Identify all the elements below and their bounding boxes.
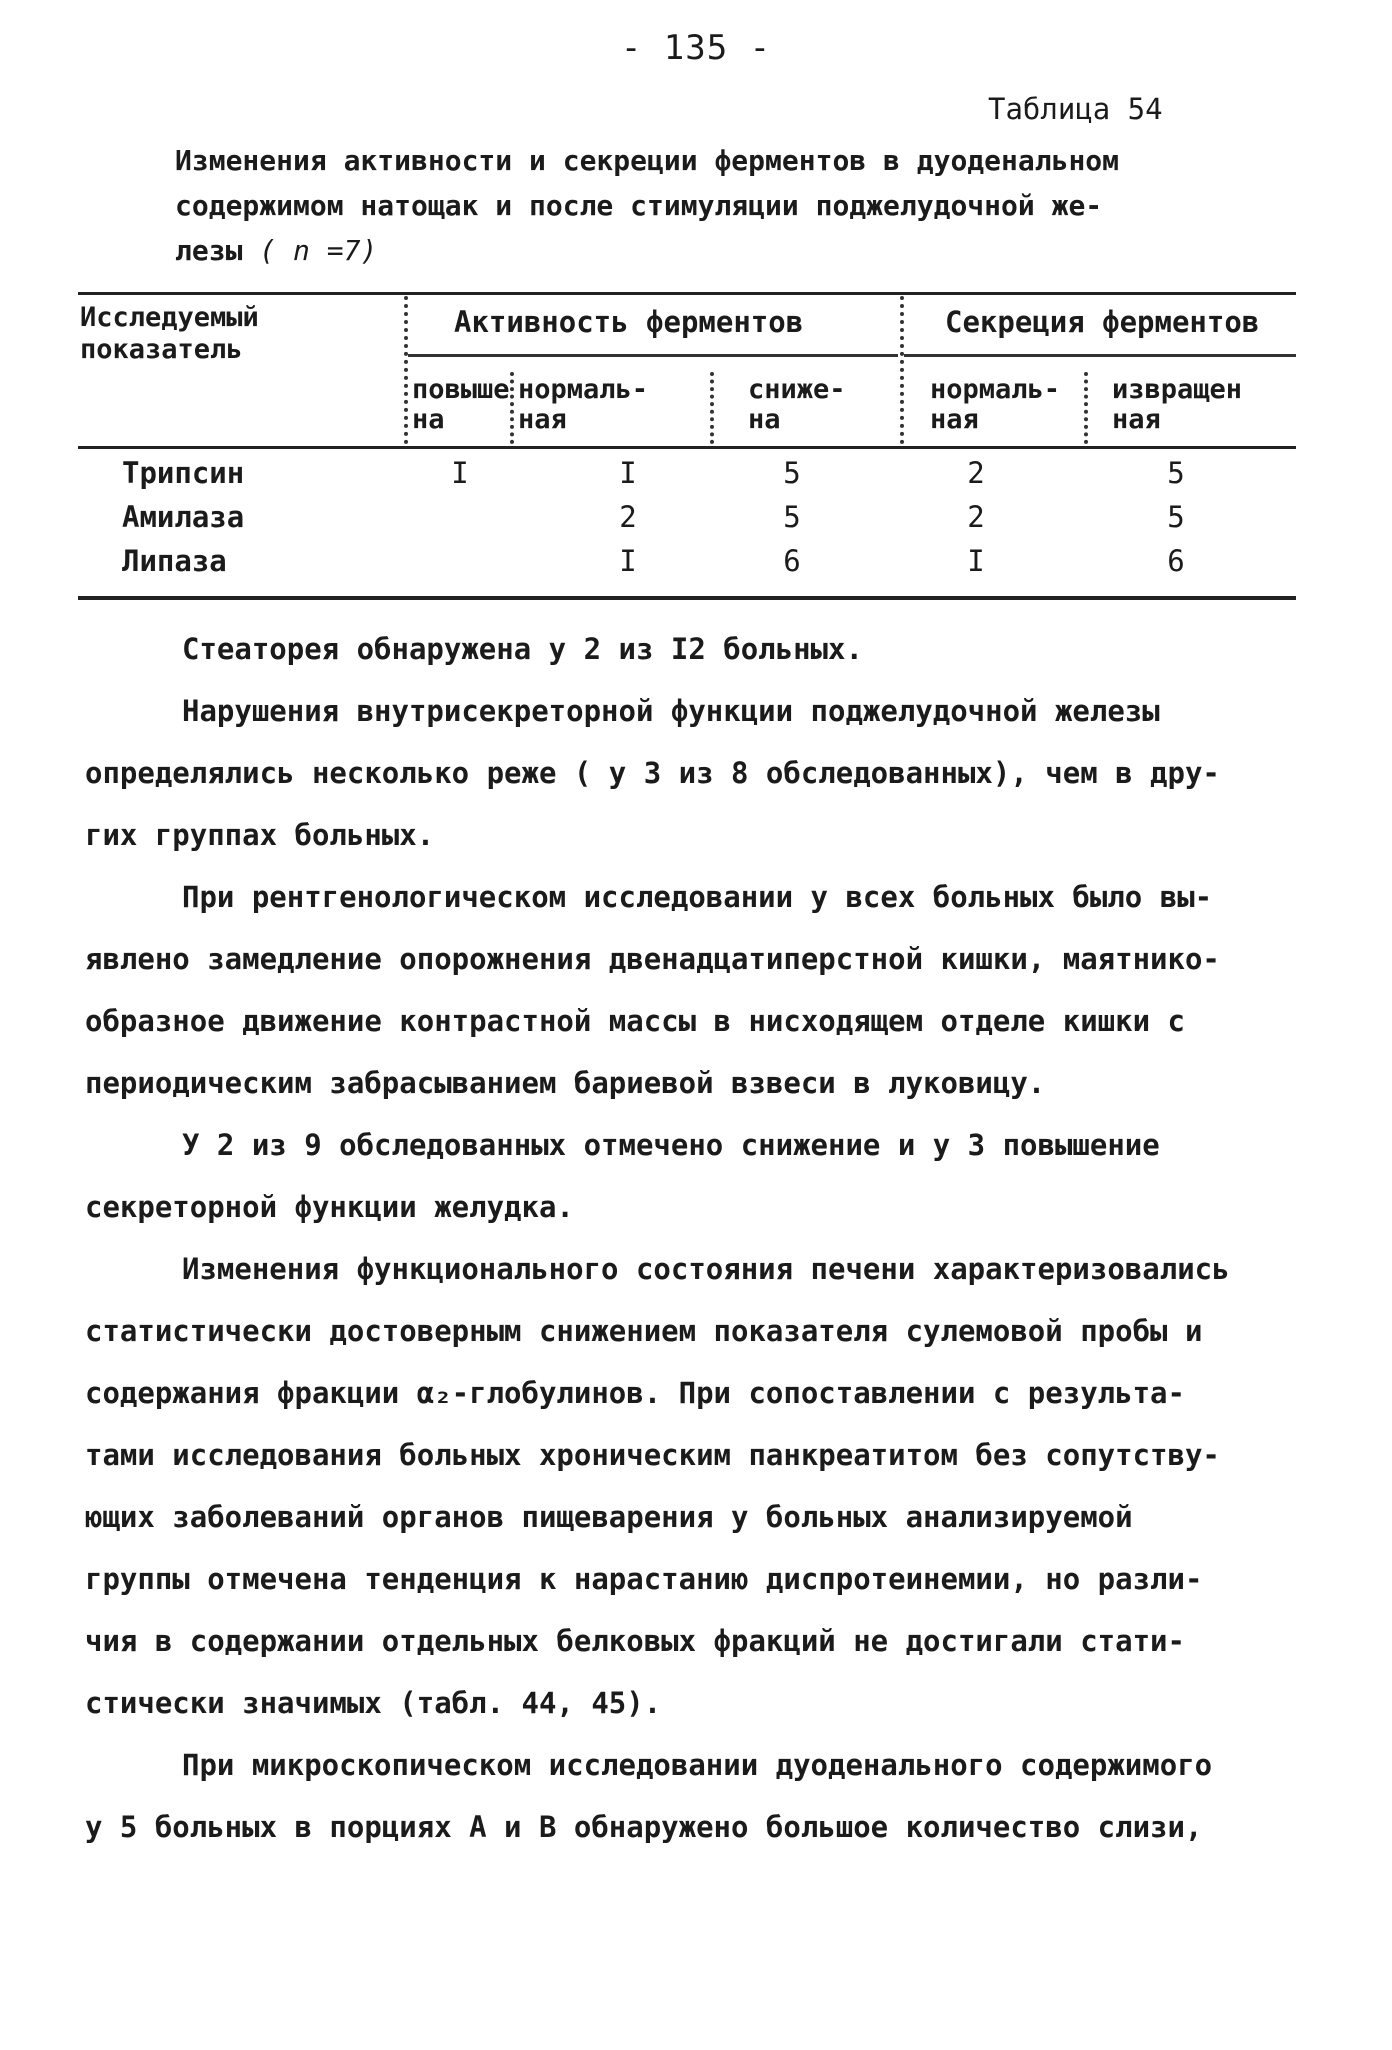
caption-line	[175, 228, 1235, 273]
table-cell: I	[451, 456, 469, 490]
table-cell: 2	[967, 456, 985, 490]
table-label: Таблица 54	[988, 92, 1163, 126]
body-line: явлено замедление опорожнения двенадцатиперстной кишки, маятнико-	[85, 942, 1220, 976]
body-line: гих группах больных.	[85, 818, 435, 852]
column-separator	[710, 372, 714, 444]
body-line: чия в содержании отдельных белковых фракций не достигали стати-	[85, 1624, 1185, 1658]
page-number: - 135 -	[620, 28, 772, 68]
body-line: содержания фракции α₂-глобулинов. При сопоставлении с результа-	[85, 1376, 1185, 1410]
header-indicator-line2: показатель	[80, 334, 243, 365]
table-top-rule	[78, 292, 1296, 295]
group-underline	[408, 354, 898, 357]
body-text	[85, 618, 1300, 1858]
table-cell: 6	[783, 544, 801, 578]
table-cell: 5	[1167, 500, 1185, 534]
header-sub-normal: нормаль-	[518, 374, 649, 405]
caption-sample-size: ( n =7)	[259, 234, 378, 267]
table-bottom-rule	[78, 596, 1296, 600]
header-sub-sec-normal: нормаль-	[930, 374, 1061, 405]
body-line: Изменения функционального состояния печени характеризовались	[182, 1252, 1230, 1286]
table-cell: 2	[619, 500, 637, 534]
column-separator	[510, 372, 514, 444]
table-cell: I	[619, 544, 637, 578]
row-label-trypsin: Трипсин	[122, 456, 245, 490]
caption-line-text: лезы	[175, 234, 243, 267]
header-indicator-line1: Исследуемый	[80, 302, 259, 333]
table-cell: 2	[967, 500, 985, 534]
header-secretion-group: Секреция ферментов	[945, 305, 1260, 339]
body-line: секреторной функции желудка.	[85, 1190, 574, 1224]
body-line: группы отмечена тенденция к нарастанию диспротеинемии, но разли-	[85, 1562, 1203, 1596]
body-line: периодическим забрасыванием бариевой взвеси в луковицу.	[85, 1066, 1046, 1100]
body-line: Стеаторея обнаружена у 2 из I2 больных.	[182, 632, 863, 666]
header-activity-group: Активность ферментов	[454, 305, 804, 339]
body-line: ющих заболеваний органов пищеварения у больных анализируемой	[85, 1500, 1133, 1534]
header-sub-perverted-2: ная	[1112, 404, 1161, 435]
body-line: Нарушения внутрисекреторной функции поджелудочной железы	[182, 694, 1160, 728]
body-line: стически значимых (табл. 44, 45).	[85, 1686, 662, 1720]
column-separator	[900, 296, 904, 444]
table-cell: 6	[1167, 544, 1185, 578]
body-line: При рентгенологическом исследовании у всех больных было вы-	[182, 880, 1213, 914]
table-cell: I	[967, 544, 985, 578]
body-line: статистически достоверным снижением показателя сулемовой пробы и	[85, 1314, 1203, 1348]
column-separator	[404, 296, 408, 444]
table-cell: 5	[783, 500, 801, 534]
body-line: тами исследования больных хроническим панкреатитом без сопутству-	[85, 1438, 1220, 1472]
group-underline	[904, 354, 1296, 357]
table-header-rule	[78, 446, 1296, 449]
header-sub-perverted: извращен	[1112, 374, 1243, 405]
header-sub-normal-2: ная	[518, 404, 567, 435]
header-sub-decreased-2: на	[748, 404, 781, 435]
body-line: образное движение контрастной массы в нисходящем отделе кишки с	[85, 1004, 1185, 1038]
table-cell: 5	[1167, 456, 1185, 490]
body-line: При микроскопическом исследовании дуоденального содержимого	[182, 1748, 1213, 1782]
header-sub-sec-normal-2: ная	[930, 404, 979, 435]
table-cell: I	[619, 456, 637, 490]
body-line: У 2 из 9 обследованных отмечено снижение и у 3 повышение	[182, 1128, 1160, 1162]
header-sub-decreased: сниже-	[748, 374, 846, 405]
table-cell: 5	[783, 456, 801, 490]
caption-line: содержимом натощак и после стимуляции поджелудочной же-	[175, 189, 1103, 222]
row-label-amylase: Амилаза	[122, 500, 245, 534]
table-caption	[175, 138, 1235, 273]
body-line: у 5 больных в порциях А и В обнаружено большое количество слизи,	[85, 1810, 1203, 1844]
body-line: определялись несколько реже ( у 3 из 8 обследованных), чем в дру-	[85, 756, 1220, 790]
caption-line: Изменения активности и секреции ферментов в дуоденальном	[175, 144, 1120, 177]
row-label-lipase: Липаза	[122, 544, 227, 578]
column-separator	[1084, 372, 1088, 444]
header-sub-increased: повыше	[412, 374, 510, 405]
header-sub-increased-2: на	[412, 404, 445, 435]
